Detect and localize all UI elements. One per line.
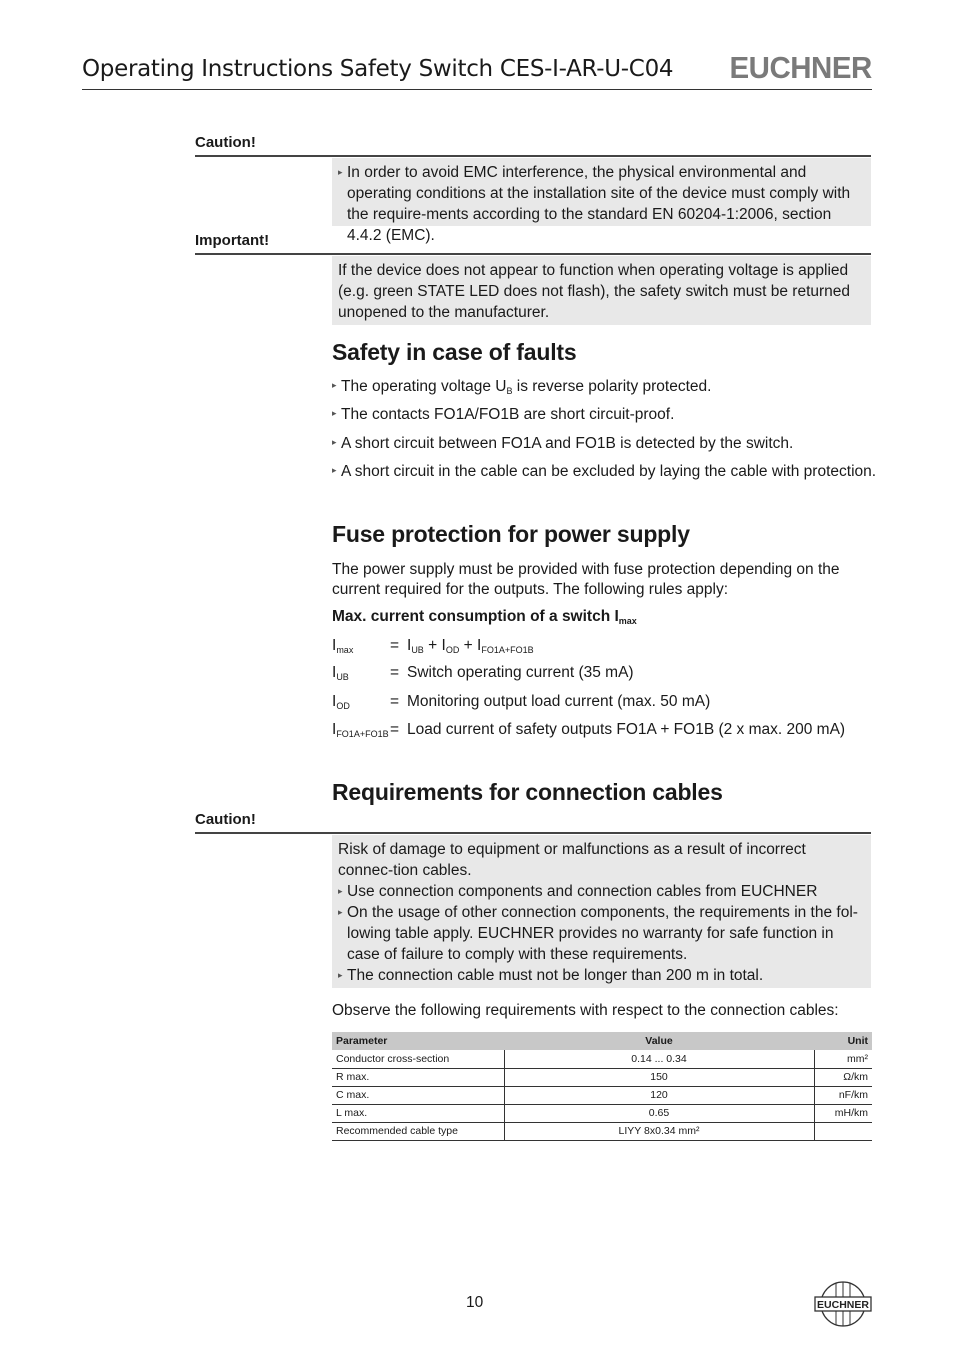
table-row: Recommended cable type LIYY 8x0.34 mm² xyxy=(332,1122,872,1140)
brand-logo: EUCHNER xyxy=(729,50,872,85)
table-header-row xyxy=(332,1032,872,1050)
table-row: C max. 120 nF/km xyxy=(332,1086,872,1104)
triangle-right-icon: ▸ xyxy=(338,907,343,917)
caution-label: Caution! xyxy=(195,134,256,151)
formula-row: $I_{FO1A+FO1B}$ = Load current of safety outputs FO1A + FO1B (2 x max. 200 mA) xyxy=(332,721,846,739)
cable-requirements-table xyxy=(332,1032,872,1141)
euchner-logo-icon xyxy=(814,1280,872,1328)
table-row: Conductor cross-section 0.14 ... 0.34 mm² xyxy=(332,1050,872,1068)
important-box xyxy=(332,256,871,325)
list-item: ▸ A short circuit in the cable can be excluded by laying the cable with protection. xyxy=(332,463,877,480)
formula-row: $I_{max}$ = $I_{UB} + I_{OD} + I_{FO1A+FO1B}$ xyxy=(332,637,534,655)
caution-bullet: ▸ In order to avoid EMC interference, the physical environmental and operating conditions at the installation site of the device must comply with the require-ments according to the standard EN 60204-1:2006, section 4.4.2 (EMC). xyxy=(338,164,851,244)
triangle-right-icon: ▸ xyxy=(332,437,337,447)
section-heading-safety: Safety in case of faults xyxy=(332,339,577,365)
important-label: Important! xyxy=(195,232,270,249)
caution-bullet: ▸ The connection cable must not be longer than 200 m in total. xyxy=(338,967,764,984)
important-text: If the device does not appear to function when operating voltage is applied (e.g. green STATE LED does not flash), the safety switch must be returned unopened to the manufacturer. xyxy=(338,262,851,321)
column-header: Parameter xyxy=(332,1032,504,1050)
svg-text:EUCHNER: EUCHNER xyxy=(817,1299,869,1311)
column-header: Value xyxy=(504,1032,814,1050)
fuse-intro: The power supply must be provided with fuse protection depending on the current required for the outputs. The following rules apply: xyxy=(332,561,840,598)
table-row: R max. 150 Ω/km xyxy=(332,1068,872,1086)
triangle-right-icon: ▸ xyxy=(338,167,343,177)
section-heading-cables: Requirements for connection cables xyxy=(332,779,723,805)
important-rule xyxy=(195,253,871,255)
fuse-subheading: Max. current consumption of a switch $I_{max}$ xyxy=(332,608,637,626)
cables-caution-text: Risk of damage to equipment or malfunctions as a result of incorrect connec-tion cables. xyxy=(338,841,806,879)
triangle-right-icon: ▸ xyxy=(338,886,343,896)
list-item: ▸ A short circuit between FO1A and FO1B is detected by the switch. xyxy=(332,435,794,452)
page-number: 10 xyxy=(466,1294,484,1311)
document-title: Operating Instructions Safety Switch CES-I-AR-U-C04 xyxy=(82,56,674,82)
formula-expression: $I_{UB} + I_{OD} + I_{FO1A+FO1B}$ xyxy=(407,637,534,655)
triangle-right-icon: ▸ xyxy=(338,970,343,980)
formula-row: $I_{OD}$ = Monitoring output load current (max. 50 mA) xyxy=(332,693,711,711)
caution-bullet: ▸ Use connection components and connection cables from EUCHNER xyxy=(338,883,818,900)
list-item: ▸ The contacts FO1A/FO1B are short circuit-proof. xyxy=(332,406,675,423)
triangle-right-icon: ▸ xyxy=(332,465,337,475)
caution-bullet: ▸ On the usage of other connection components, the requirements in the fol-lowing table apply. EUCHNER provides no warranty for safe function in case of failure to comply with these requirements. xyxy=(338,904,858,963)
section-heading-fuse: Fuse protection for power supply xyxy=(332,521,690,547)
triangle-right-icon: ▸ xyxy=(332,380,337,390)
caution-box xyxy=(332,158,871,244)
caution-rule xyxy=(195,155,871,157)
cables-observe-text: Observe the following requirements with respect to the connection cables: xyxy=(332,1002,839,1019)
caution-rule xyxy=(195,832,871,834)
cables-caution-box xyxy=(332,835,871,988)
table-row: L max. 0.65 mH/km xyxy=(332,1104,872,1122)
page-header xyxy=(82,52,872,90)
column-header: Unit xyxy=(814,1032,872,1050)
triangle-right-icon: ▸ xyxy=(332,408,337,418)
formula-row: $I_{UB}$ = Switch operating current (35 mA) xyxy=(332,664,634,682)
caution-label: Caution! xyxy=(195,811,256,828)
list-item: ▸ The operating voltage $U_B$ is reverse polarity protected. xyxy=(332,378,712,396)
